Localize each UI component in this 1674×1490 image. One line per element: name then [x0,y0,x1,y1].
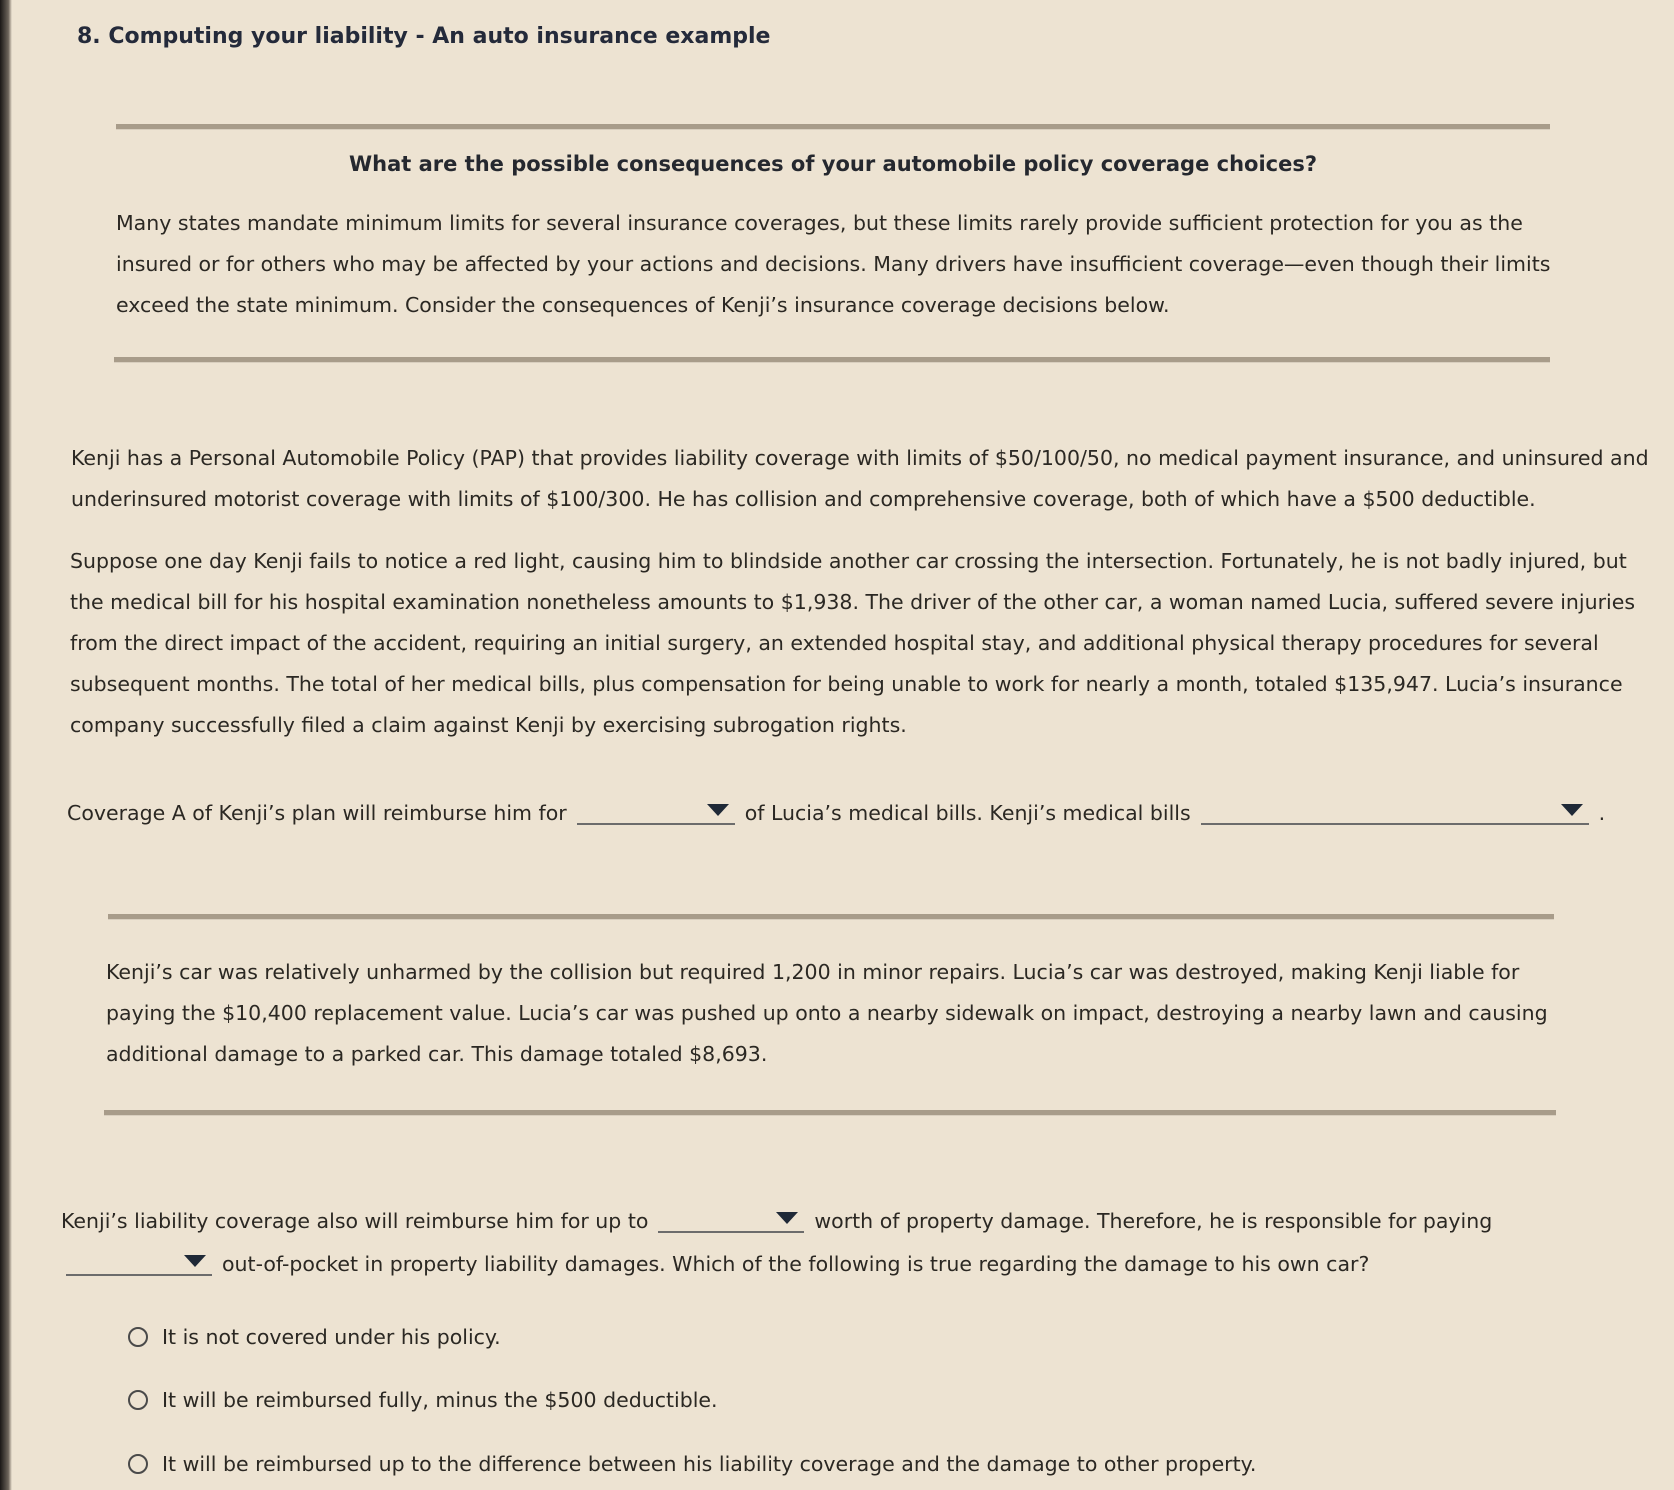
divider-property-bottom [104,1110,1556,1116]
question-b-row-1 [61,1203,1492,1233]
option-label: It will be reimbursed up to the difference between his liability coverage and the damage to other property. [162,1452,1257,1476]
caret-down-icon [1561,804,1583,816]
question-title: 8. Computing your liability - An auto insurance example [77,24,771,49]
caret-down-icon [184,1255,206,1267]
radio-circle-icon[interactable] [128,1390,148,1410]
kenji-medical-bills-dropdown[interactable] [1201,795,1589,825]
property-coverage-dropdown[interactable] [658,1203,804,1233]
question-a-text-2: of Lucia’s medical bills. Kenji’s medical bills [744,801,1191,825]
question-b-text-2: worth of property damage. Therefore, he is responsible for paying [814,1209,1493,1233]
question-a-text-1: Coverage A of Kenji’s plan will reimburse him for [67,801,567,825]
coverage-a-dropdown[interactable] [577,795,735,825]
radio-circle-icon[interactable] [128,1327,148,1347]
caret-down-icon [707,804,729,816]
option-reimbursed-minus-deductible[interactable] [128,1388,718,1412]
option-label: It will be reimbursed fully, minus the $500 deductible. [162,1388,718,1412]
question-a-text-3: . [1598,801,1606,825]
question-b-text-1: Kenji’s liability coverage also will reimburse him for up to [61,1209,649,1233]
option-reimbursed-difference[interactable] [128,1452,1256,1476]
radio-circle-icon[interactable] [128,1454,148,1474]
question-a-row [67,795,1605,825]
intro-heading: What are the possible consequences of your automobile policy coverage choices? [348,152,1318,176]
policy-text: Kenji has a Personal Automobile Policy (PAP) that provides liability coverage with limits of $50/100/50, no medical payment insurance, and uninsured and underinsured motorist coverage with limits of $100/300. He has collision and comprehensive coverage, both of which have a $500 deductible. [71,446,1649,511]
divider-top [116,124,1550,130]
property-damage-text: Kenji’s car was relatively unharmed by the collision but required 1,200 in minor repairs. Lucia’s car was destroyed, making Kenji liable for paying the $10,400 replacement value. Lucia’s car was pushed up onto a nearby sidewalk on impact, destroying a nearby lawn and causing additional damage to a parked car. This damage totaled $8,693. [106,960,1548,1066]
out-of-pocket-dropdown[interactable] [66,1246,212,1276]
accident-text: Suppose one day Kenji fails to notice a red light, causing him to blindside another car crossing the intersection. Fortunately, he is not badly injured, but the medical bill for his hospital examination nonetheless amounts to $1,938. The driver of the other car, a woman named Lucia, suffered severe injuries from the direct impact of the accident, requiring an initial surgery, an extended hospital stay, and additional physical therapy procedures for several subsequent months. The total of her medical bills, plus compensation for being unable to work for nearly a month, totaled $135,947. Lucia’s insurance company successfully filed a claim against Kenji by exercising subrogation rights. [70,549,1636,737]
intro-text: Many states mandate minimum limits for several insurance coverages, but these limits rarely provide sufficient protection for you as the insured or for others who may be affected by your actions and decisions. Many drivers have insufficient coverage—even though their limits exceed the state minimum. Consider the consequences of Kenji’s insurance coverage decisions below. [116,211,1551,317]
option-not-covered[interactable] [128,1325,501,1349]
question-b-text-3: out-of-pocket in property liability damages. Which of the following is true regarding the damage to his own car? [222,1252,1370,1276]
option-label: It is not covered under his policy. [162,1325,501,1349]
divider-intro-bottom [114,357,1550,363]
caret-down-icon [776,1212,798,1224]
question-b-row-2 [66,1246,1369,1276]
divider-property-top [108,914,1554,920]
